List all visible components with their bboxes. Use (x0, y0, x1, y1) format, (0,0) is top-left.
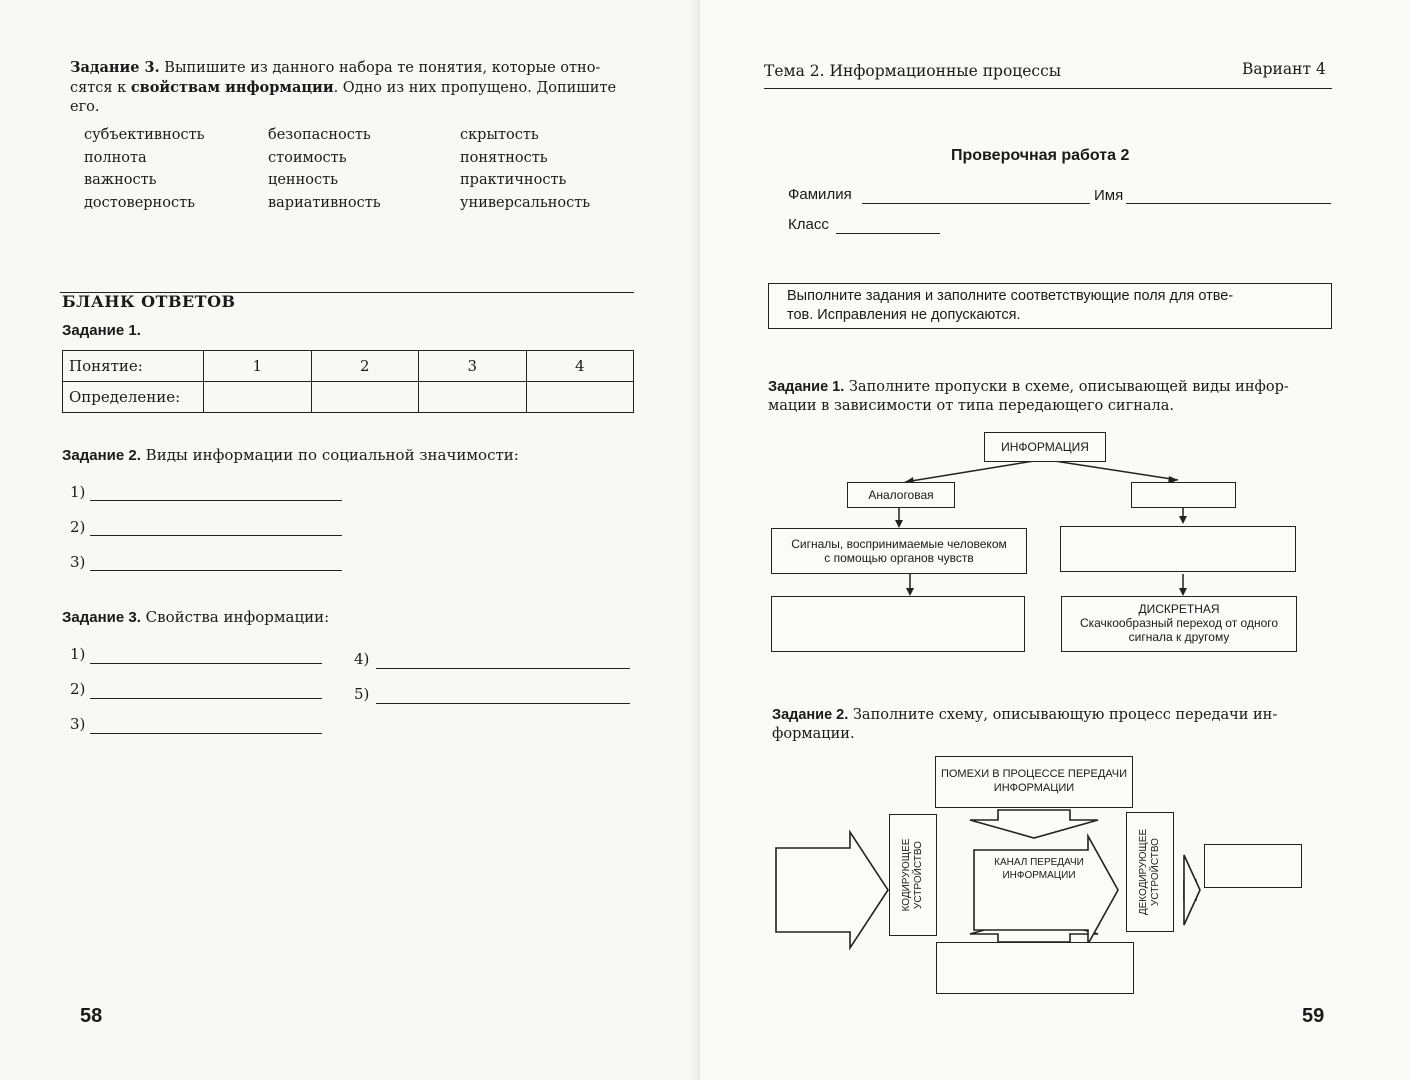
surname-field[interactable] (862, 203, 1090, 204)
list-item: 2) (70, 518, 86, 536)
answers-title: БЛАНК ОТВЕТОВ (62, 292, 236, 311)
class-field[interactable] (836, 233, 940, 234)
task2-instructions: Задание 2. Заполните схему, описывающую процесс передачи ин- формации. (772, 707, 1278, 742)
table-row (63, 382, 634, 413)
noise-down-arrow (970, 810, 1098, 838)
name-label: Имя (1094, 187, 1124, 204)
word: достоверность (84, 194, 195, 211)
scheme-root-box: ИНФОРМАЦИЯ (984, 432, 1106, 462)
right-page (700, 0, 1409, 1080)
output-blank-box[interactable] (1204, 844, 1302, 888)
answer-line[interactable] (376, 668, 630, 669)
left-page (0, 0, 700, 1080)
decoder-output-arrow (1184, 855, 1200, 925)
header-topic: Тема 2. Информационные процессы (764, 62, 1062, 80)
blank-answer-box[interactable] (1060, 526, 1296, 572)
task3-instructions: Задание 3. Выпишите из данного набора те понятия, которые отно- сятся к свойствам информации. Одно из них пропущено. Допишите его. (70, 59, 617, 115)
input-arrow (776, 832, 888, 948)
answer-cell[interactable] (311, 382, 419, 413)
answer-cell[interactable] (526, 382, 634, 413)
answer-line[interactable] (90, 733, 322, 734)
table-cell: 4 (526, 351, 634, 382)
analog-box: Аналоговая (847, 482, 955, 508)
answer-line[interactable] (90, 663, 322, 664)
word: универсальность (460, 194, 591, 211)
list-item: 2) (70, 680, 86, 698)
answer-task3-heading: Задание 3. Свойства информации: (62, 608, 330, 626)
name-field[interactable] (1126, 203, 1331, 204)
word-column-2 (268, 124, 381, 214)
header-rule (764, 88, 1332, 89)
word: важность (84, 172, 157, 188)
task3-label: Задание 3. (70, 59, 160, 76)
decoder-box: ДЕКОДИРУЮЩЕЕ УСТРОЙСТВО (1126, 812, 1174, 932)
table-cell: 2 (311, 351, 419, 382)
word-column-1 (84, 124, 205, 214)
channel-label: КАНАЛ ПЕРЕДАЧИ ИНФОРМАЦИИ (994, 857, 1084, 881)
table-cell: 3 (419, 351, 527, 382)
test-title: Проверочная работа 2 (951, 147, 1130, 164)
word: субъективность (84, 127, 205, 143)
word: безопасность (268, 127, 371, 143)
list-item: 1) (70, 645, 86, 663)
answer-cell[interactable] (419, 382, 527, 413)
table-cell: Понятие: (63, 351, 204, 382)
noise-box: ПОМЕХИ В ПРОЦЕССЕ ПЕРЕДАЧИ ИНФОРМАЦИИ (935, 756, 1133, 808)
word: практичность (460, 172, 567, 188)
word: стоимость (268, 149, 347, 166)
word-column-3 (460, 124, 590, 214)
word: понятность (460, 149, 548, 166)
list-item: 4) (354, 650, 370, 668)
table-cell: Определение: (63, 382, 204, 413)
list-item: 5) (354, 685, 370, 703)
word: полнота (84, 149, 147, 166)
channel-arrow (974, 836, 1118, 944)
answer-cell[interactable] (204, 382, 312, 413)
answer-line[interactable] (90, 698, 322, 699)
word: вариативность (268, 194, 381, 211)
encoder-box: КОДИРУЮЩЕЕ УСТРОЙСТВО (889, 814, 937, 936)
page-number: 59 (1302, 1005, 1325, 1027)
answer-table (62, 350, 634, 413)
answer-line[interactable] (376, 703, 630, 704)
answer-line[interactable] (90, 535, 342, 536)
instructions-box: Выполните задания и заполните соответствующие поля для отве- тов. Исправления не допускаются. (768, 283, 1332, 329)
page-number: 58 (80, 1005, 103, 1027)
list-item: 1) (70, 483, 86, 501)
list-item: 3) (70, 715, 86, 733)
table-cell: 1 (204, 351, 312, 382)
answer-line[interactable] (90, 570, 342, 571)
table-row (63, 351, 634, 382)
word: ценность (268, 172, 339, 188)
surname-label: Фамилия (788, 186, 852, 203)
signals-box: Сигналы, воспринимаемые человеком с помощью органов чувств (771, 528, 1027, 574)
answer-task2-heading: Задание 2. Виды информации по социальной значимости: (62, 446, 519, 464)
blank-answer-box[interactable] (771, 596, 1025, 652)
class-label: Класс (788, 216, 829, 233)
bottom-blank-box[interactable] (936, 942, 1134, 994)
header-variant: Вариант 4 (1242, 60, 1326, 78)
list-item: 3) (70, 553, 86, 571)
discrete-box: ДИСКРЕТНАЯ Скачкообразный переход от одного сигнала к другому (1061, 596, 1297, 652)
task1-instructions: Задание 1. Заполните пропуски в схеме, описывающей виды инфор- мации в зависимости от типа передающего сигнала. (768, 379, 1289, 414)
answer-task1-label: Задание 1. (62, 322, 141, 339)
word: скрытость (460, 127, 539, 143)
blank-answer-box[interactable] (1131, 482, 1236, 508)
answer-line[interactable] (90, 500, 342, 501)
